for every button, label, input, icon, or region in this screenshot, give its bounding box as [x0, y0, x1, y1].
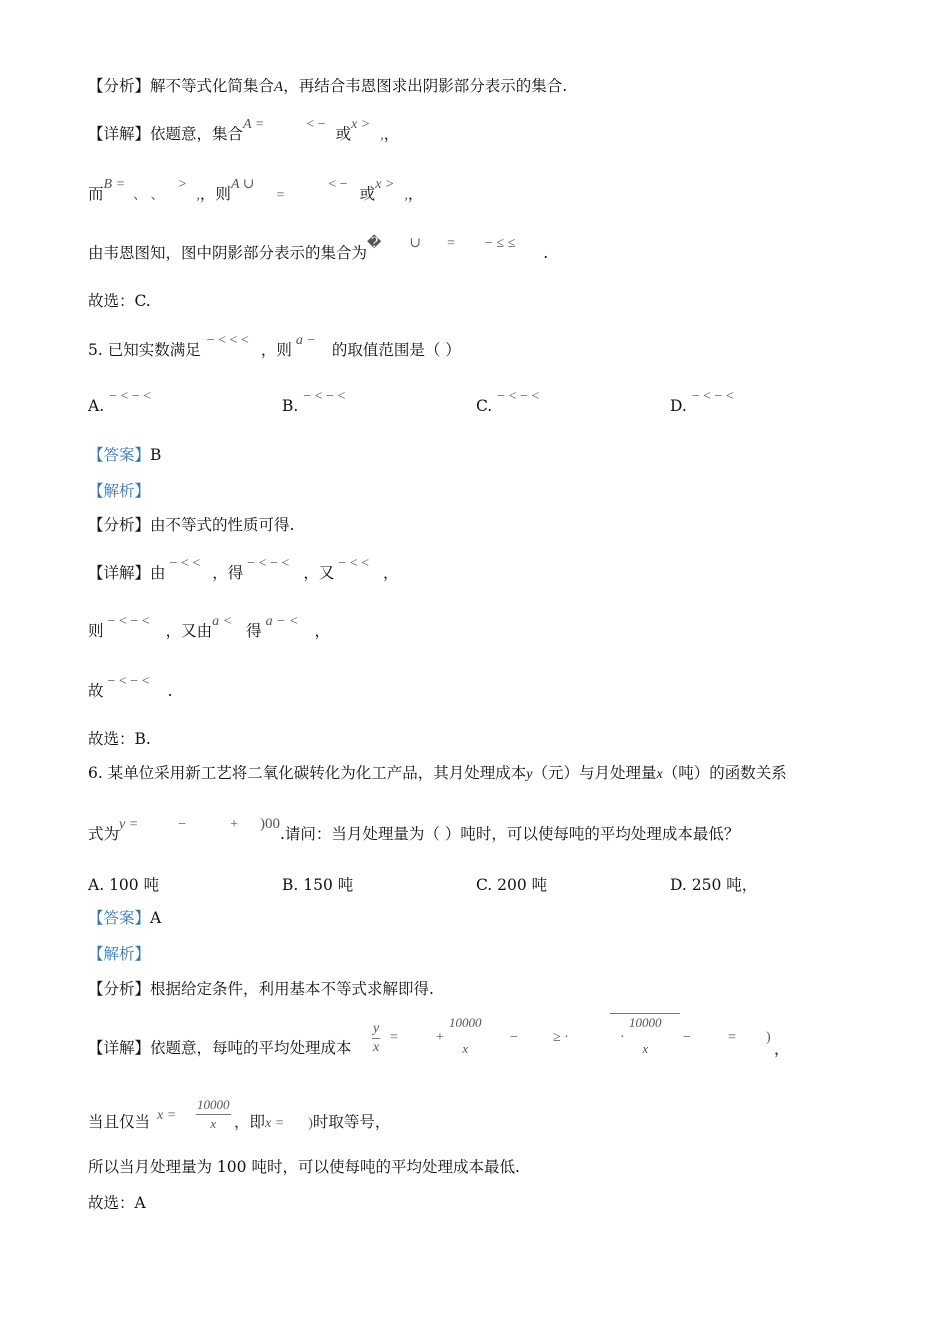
question-5: [88, 333, 461, 363]
option-math: − < − <: [109, 389, 152, 404]
math-frag: )00: [260, 816, 280, 832]
var-x: x: [656, 767, 663, 782]
var-a: A: [274, 79, 284, 95]
analysis-tag: 【分析】: [88, 77, 151, 95]
math-frag: − < < <: [206, 333, 249, 348]
text: ，即: [234, 1113, 266, 1131]
var-y: y: [526, 767, 533, 782]
detail-line: [88, 614, 331, 644]
option-math: − < − <: [691, 389, 734, 404]
option-b: [282, 873, 353, 895]
frac-num: 10000: [629, 1015, 662, 1030]
math-frag: y =: [119, 817, 139, 832]
option-label: B.: [282, 876, 299, 894]
text: 则: [88, 622, 104, 640]
option-d: [670, 389, 734, 416]
option-text: 250 吨，: [691, 876, 758, 894]
math-frag: x >: [351, 117, 371, 132]
text: 由韦恩图知，图中阴影部分表示的集合为: [88, 244, 368, 262]
jiexi-tag: 【解析】: [88, 945, 151, 963]
select-line: [88, 290, 151, 312]
analysis-text: 根据给定条件，利用基本不等式求解即得.: [150, 980, 434, 998]
question-number: 5.: [88, 341, 103, 359]
math-frag: ∪: [409, 236, 422, 251]
text: ，则: [199, 185, 231, 203]
math-frag: − < − <: [107, 674, 150, 689]
punct: ，: [407, 185, 424, 203]
math-frag: < −: [306, 117, 326, 132]
select-line: [88, 728, 151, 750]
option-text: 150 吨: [303, 876, 354, 894]
detail-line: [88, 674, 173, 704]
analysis-tag: 【分析】: [88, 516, 151, 534]
question-6-formula: [88, 816, 740, 847]
text: 故选：C.: [88, 292, 151, 310]
answer-value: A: [150, 909, 162, 927]
answer-line: [88, 907, 161, 929]
answer-tag: 【答案】: [88, 909, 151, 927]
text: 故选：A: [88, 1194, 146, 1212]
frac-num: y: [372, 1020, 380, 1039]
text: 故: [88, 682, 104, 700]
or-text: 或: [359, 185, 376, 203]
text: 的取值范围是（ ）: [331, 341, 461, 359]
math-frag: A ∪: [230, 177, 255, 192]
option-text: 100 吨: [109, 876, 160, 894]
punct: ，: [774, 1040, 790, 1058]
option-c: [476, 873, 547, 895]
answer-line: [88, 444, 161, 466]
equality-line: [88, 1111, 150, 1133]
detail-tag: 【详解】: [88, 1039, 151, 1057]
jiexi-line: [88, 943, 150, 965]
math-frag: ,: [380, 128, 384, 143]
math-frag: ·: [620, 1030, 625, 1045]
math-frag: ≥ ·: [553, 1030, 569, 1045]
option-a: [88, 873, 159, 895]
math-frag: − < − <: [107, 614, 150, 629]
jiexi-line: [88, 480, 150, 502]
math-frag: 、 、: [133, 188, 165, 203]
text: ，则: [260, 341, 292, 359]
option-math: − < − <: [497, 389, 540, 404]
text: （元）与月处理量: [532, 764, 657, 782]
text: ，又: [303, 564, 335, 582]
text: 由: [150, 564, 166, 582]
detail-text: 依题意，集合: [150, 125, 244, 143]
text: 所以当月处理量为 100 吨时，可以使每吨的平均处理成本最低.: [88, 1158, 520, 1176]
math-frag: =: [728, 1030, 736, 1045]
punct: ，: [314, 622, 331, 640]
option-label: D.: [670, 876, 687, 894]
text: 当且仅当: [88, 1113, 151, 1131]
venn-line: [88, 236, 549, 266]
math-frag: x >: [375, 177, 395, 192]
frac-den: x: [462, 1041, 469, 1056]
fraction-10000-over-x: [448, 1014, 483, 1058]
analysis-text: 由不等式的性质可得.: [150, 516, 295, 534]
math-frag: ,: [196, 188, 200, 203]
option-label: B.: [282, 397, 299, 415]
frac-den: x: [373, 1040, 380, 1055]
math-frag: x =: [265, 1116, 285, 1131]
option-label: C.: [476, 397, 493, 415]
analysis-line: [88, 514, 294, 536]
frac-den: x: [210, 1116, 217, 1131]
answer-value: B: [150, 446, 162, 464]
math-frag: a <: [212, 614, 233, 629]
frac-num: 10000: [449, 1015, 482, 1030]
analysis-text-b: ，再结合韦恩图求出阴影部分表示的集合.: [283, 77, 568, 95]
analysis-line: [88, 978, 434, 1000]
punct: .: [543, 244, 549, 262]
option-math: − < − <: [303, 389, 346, 404]
option-text: 200 吨: [497, 876, 548, 894]
math-frag: − ≤ ≤: [485, 236, 516, 251]
frac-den: x: [642, 1041, 649, 1056]
answer-tag: 【答案】: [88, 446, 151, 464]
fraction-10000-over-x-2: [628, 1014, 663, 1058]
option-label: A.: [88, 397, 105, 415]
analysis-text: 解不等式化简集合: [150, 77, 275, 95]
math-frag: x =: [157, 1108, 177, 1123]
text: 故选：B.: [88, 730, 151, 748]
analysis-tag: 【分析】: [88, 980, 151, 998]
text: 某单位采用新工艺将二氧化碳转化为化工产品，其月处理成本: [107, 764, 527, 782]
math-frag: A =: [243, 117, 265, 132]
math-frag: −: [178, 817, 187, 832]
math-frag: >: [178, 177, 187, 192]
frac-num: 10000: [196, 1096, 231, 1115]
math-frag: − < <: [169, 556, 201, 571]
punct: .: [167, 682, 173, 700]
or-text: 或: [335, 125, 352, 143]
text: 得: [246, 622, 262, 640]
math-frag: =: [447, 236, 456, 251]
analysis-line: [88, 75, 567, 98]
text: 式为: [88, 825, 120, 843]
detail-line-2: [88, 177, 424, 207]
option-d: [670, 873, 757, 895]
punct: ，: [383, 564, 399, 582]
math-frag: +: [230, 817, 238, 832]
math-frag: +: [436, 1030, 444, 1045]
option-a: [88, 389, 152, 416]
option-label: A.: [88, 876, 105, 894]
text: .请问：当月处理量为（ ）吨时，可以使每吨的平均处理成本最低？: [280, 825, 740, 843]
text: 已知实数满足: [107, 341, 201, 359]
text: （吨）的函数关系: [662, 764, 787, 782]
fraction-10000-over-x-3: [196, 1096, 231, 1133]
math-frag: −: [510, 1030, 518, 1045]
math-frag: ): [766, 1030, 771, 1045]
fraction-y-over-x: [372, 1020, 380, 1057]
equality-line-b: [234, 1111, 390, 1135]
math-frag: < −: [328, 177, 348, 192]
detail-tag: 【详解】: [88, 125, 151, 143]
jiexi-tag: 【解析】: [88, 482, 151, 500]
math-frag: − < <: [338, 556, 370, 571]
option-c: [476, 389, 540, 416]
text: 依题意，每吨的平均处理成本: [150, 1039, 352, 1057]
text: ，得: [212, 564, 244, 582]
math-frag: a − <: [265, 614, 299, 629]
math-frag: a −: [295, 333, 316, 348]
math-frag: =: [276, 188, 285, 203]
detail-line-1: [88, 117, 400, 147]
text: 时取等号，: [312, 1113, 391, 1131]
math-frag: − < − <: [247, 556, 290, 571]
select-line: [88, 1192, 146, 1214]
punct: ，: [383, 125, 400, 143]
option-label: C.: [476, 876, 493, 894]
text: ，又由: [165, 622, 213, 640]
math-frag: B =: [103, 177, 126, 192]
option-label: D.: [670, 397, 687, 415]
detail-tag: 【详解】: [88, 564, 151, 582]
math-frag: ,: [404, 188, 408, 203]
detail-line: [88, 1037, 352, 1059]
question-number: 6.: [88, 764, 103, 782]
math-frag: ): [308, 1116, 313, 1131]
question-6: [88, 762, 787, 786]
detail-line: [88, 556, 399, 586]
option-b: [282, 389, 346, 416]
math-frag: −: [683, 1030, 691, 1045]
text: 而: [88, 185, 104, 203]
math-frag: =: [390, 1030, 398, 1045]
math-frag: �: [367, 236, 382, 251]
conclusion-line: [88, 1156, 520, 1178]
